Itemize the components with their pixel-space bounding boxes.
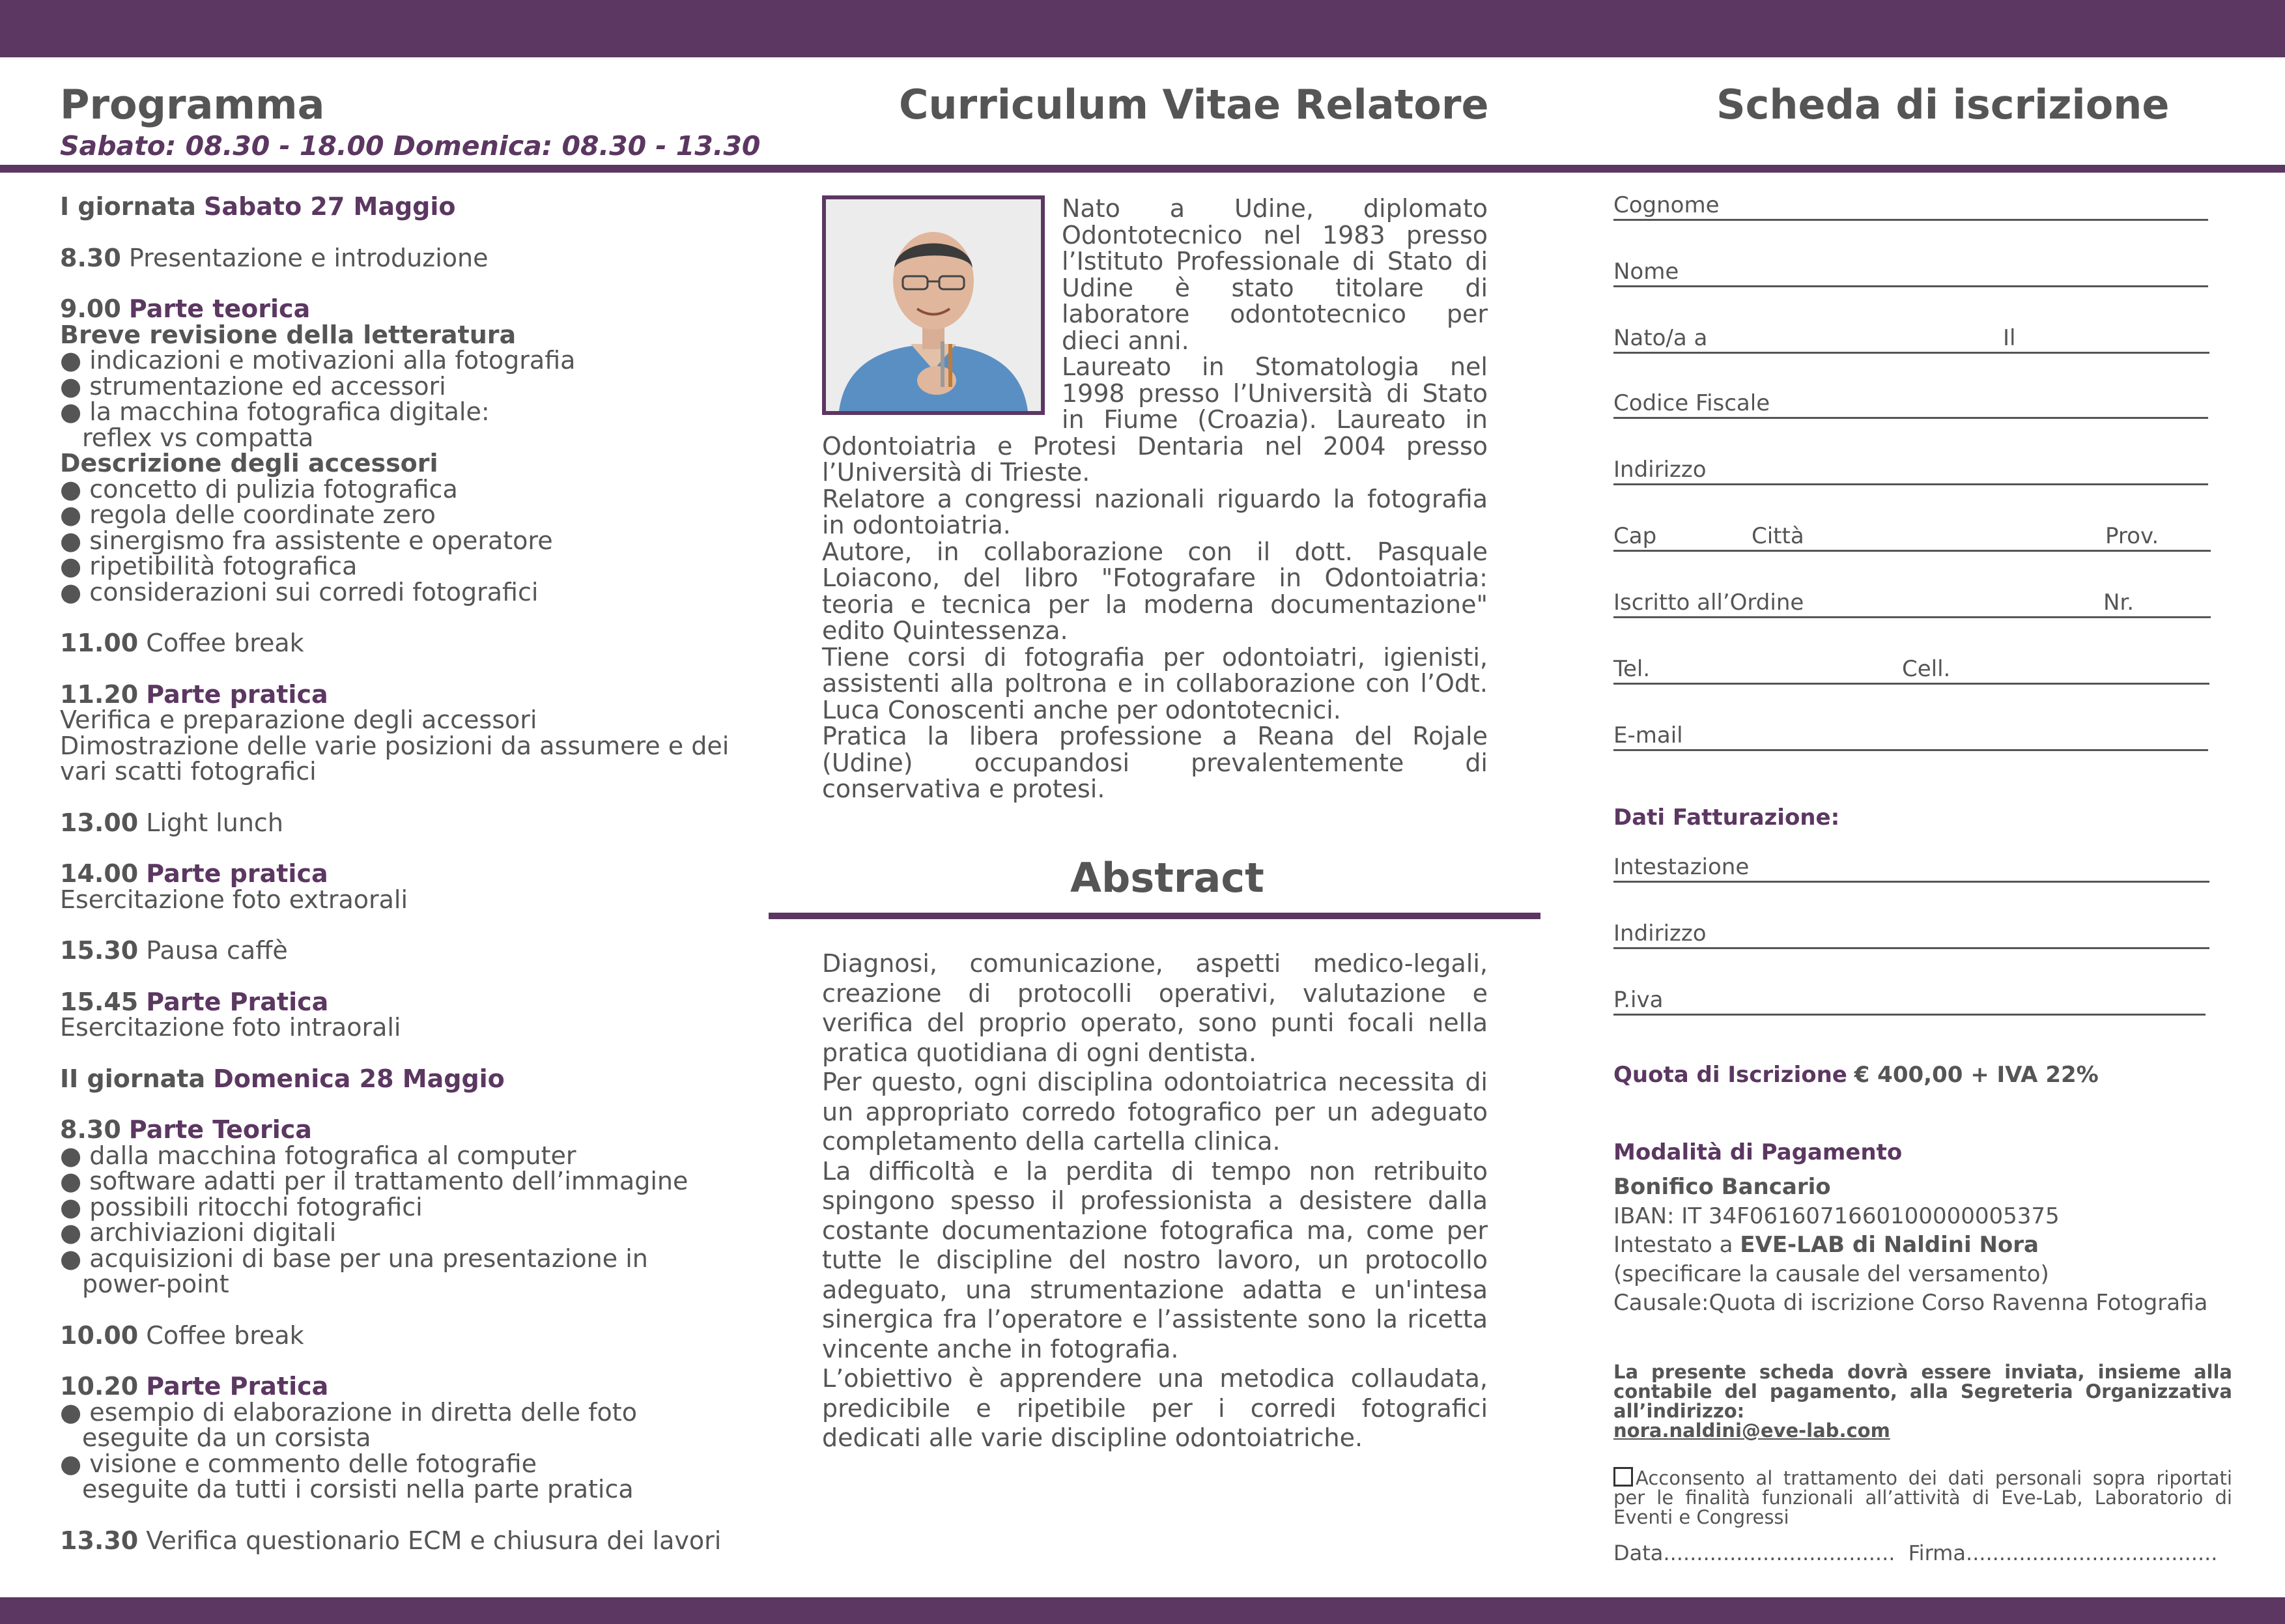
indirizzo-fatturazione-label: Indirizzo bbox=[1613, 920, 1707, 947]
consent-text: Acconsento al trattamento dei dati personali sopra riportati per le finalità funzionali all’attività di Eve-Lab, Laboratorio di Eventi e Congressi bbox=[1613, 1467, 2232, 1528]
specificare-text: (specificare la causale del versamento) bbox=[1613, 1261, 2049, 1287]
quota-line bbox=[1613, 1064, 2099, 1086]
nato-field[interactable] bbox=[1613, 326, 2209, 354]
list-item: ● esempio di elaborazione in diretta delle foto bbox=[60, 1397, 637, 1427]
cv-paragraph: Relatore a congressi nazionali riguardo la fotografia in odontoiatria. bbox=[822, 484, 1488, 539]
consent-block bbox=[1613, 1467, 2232, 1527]
list-item: ● indicazioni e motivazioni alla fotografia bbox=[60, 346, 576, 375]
tel-cell-field[interactable] bbox=[1613, 657, 2209, 685]
abstract-paragraph: La difficoltà e la perdita di tempo non retribuito spingono spesso il professionista a desistere dalla costante documentazione fotografica ma, come per tutte le discipline del nostro lavoro, un protocollo adeguato, una strumentazione adatta e un'intesa sinergica fra l’operatore e l’assistente sono la ricetta vincente anche in fotografia. bbox=[822, 1156, 1488, 1363]
bonifico-label: Bonifico Bancario bbox=[1613, 1174, 1831, 1200]
programma-title: Programma bbox=[60, 81, 325, 128]
iban-text: IBAN: IT 34F0616071660100000005375 bbox=[1613, 1203, 2060, 1229]
list-item: ● strumentazione ed accessori bbox=[60, 371, 446, 401]
list-item-continuation: eseguite da un corsista bbox=[82, 1423, 371, 1452]
consent-checkbox[interactable] bbox=[1613, 1467, 1633, 1487]
signature-line bbox=[1613, 1543, 2232, 1563]
session-item: 8.30 Parte Teorica ● dalla macchina fotografica al computer ● software adatti per il trattamento dell’immagine ● possibili ritocchi fotografici ● archiviazioni digitali ● acquisizioni di base per una presentazione in power-point bbox=[60, 1117, 776, 1298]
nome-label: Nome bbox=[1613, 259, 1679, 285]
nato-label: Nato/a a bbox=[1613, 325, 1708, 351]
programma-column bbox=[60, 194, 776, 1554]
scheda-title: Scheda di iscrizione bbox=[1716, 81, 2170, 128]
session-item: 10.00 Coffee break bbox=[60, 1320, 304, 1350]
session-item: 11.20 Parte pratica Verifica e preparazione degli accessori Dimostrazione delle varie posizioni da assumere e dei vari scatti fotografici bbox=[60, 679, 730, 786]
list-item: ● sinergismo fra assistente e operatore bbox=[60, 526, 553, 555]
submission-notice: La presente scheda dovrà essere inviata, insieme alla contabile del pagamento, alla Segreteria Organizzativa all’indirizzo: nora.naldini@eve-lab.com bbox=[1613, 1361, 2232, 1442]
il-label: Il bbox=[2003, 325, 2016, 351]
nr-label: Nr. bbox=[2103, 590, 2135, 616]
top-bar bbox=[0, 0, 2285, 57]
session-item: 9.00 Parte teorica Breve revisione della letteratura ● indicazioni e motivazioni alla fotografia ● strumentazione ed accessori ● la macchina fotografica digitale: reflex vs compatta Descrizione degli accessori ● concetto di pulizia fotografica ● regola delle coordinate zero ● sinergismo fra assistente e operatore ● ripetibilità fotografica ● considerazioni sui corredi fotografici bbox=[60, 296, 776, 605]
list-item-continuation: reflex vs compatta bbox=[82, 423, 314, 452]
list-item: ● la macchina fotografica digitale: bbox=[60, 397, 490, 426]
list-item-continuation: power-point bbox=[82, 1270, 229, 1298]
tel-label: Tel. bbox=[1613, 656, 1651, 682]
cap-citta-prov-field[interactable] bbox=[1613, 524, 2211, 552]
session-item: 10.20 Parte Pratica ● esempio di elaborazione in diretta delle foto eseguite da un corsista ● visione e commento delle fotografie eseguite da tutti i corsisti nella parte pratica bbox=[60, 1374, 776, 1503]
session-item: 11.00 Coffee break bbox=[60, 629, 304, 657]
programma-subtitle: Sabato: 08.30 - 18.00 Domenica: 08.30 - 13.30 bbox=[60, 130, 761, 162]
day1-heading: I giornata Sabato 27 Maggio bbox=[60, 192, 456, 221]
session-item: 13.30 Verifica questionario ECM e chiusura dei lavori bbox=[60, 1526, 722, 1555]
citta-label: Città bbox=[1752, 523, 1804, 549]
photo-spacer bbox=[822, 195, 1062, 427]
header-rule bbox=[0, 165, 2285, 173]
list-item: ● considerazioni sui corredi fotografici bbox=[60, 577, 539, 606]
pagamento-title: Modalità di Pagamento bbox=[1613, 1139, 1903, 1165]
cognome-label: Cognome bbox=[1613, 192, 1720, 218]
list-item: ● dalla macchina fotografica al computer bbox=[60, 1141, 576, 1170]
indirizzo-label: Indirizzo bbox=[1613, 457, 1707, 483]
ordine-label: Iscritto all’Ordine bbox=[1613, 590, 1804, 616]
abstract-rule bbox=[769, 913, 1540, 919]
cognome-field[interactable] bbox=[1613, 193, 2208, 221]
list-item: ● concetto di pulizia fotografica bbox=[60, 474, 458, 504]
cv-paragraph: Tiene corsi di fotografia per odontoiatri, igienisti, assistenti alla poltrona e in collaborazione con l’Odt. Luca Conoscenti anche per odontotecnici. bbox=[822, 642, 1488, 724]
list-item: ● possibili ritocchi fotografici bbox=[60, 1192, 423, 1221]
cv-text bbox=[822, 195, 1488, 803]
list-item: ● visione e commento delle fotografie bbox=[60, 1449, 537, 1478]
list-item: ● ripetibilità fotografica bbox=[60, 552, 358, 580]
list-item: ● archiviazioni digitali bbox=[60, 1218, 337, 1247]
session-item: 15.45 Parte Pratica Esercitazione foto intraorali bbox=[60, 987, 401, 1042]
data-field[interactable]: Data................................... bbox=[1613, 1541, 1895, 1565]
list-item: ● acquisizioni di base per una presentazione in bbox=[60, 1244, 648, 1273]
list-item: ● regola delle coordinate zero bbox=[60, 500, 436, 529]
piva-field[interactable] bbox=[1613, 988, 2206, 1016]
list-item: ● software adatti per il trattamento dell’immagine bbox=[60, 1167, 688, 1195]
codice-fiscale-label: Codice Fiscale bbox=[1613, 390, 1770, 416]
indirizzo-field[interactable] bbox=[1613, 457, 2208, 485]
cv-paragraph: Nato a Udine, diplomato Odontotecnico nel 1983 presso l’Istituto Professionale di Stato di Udine è stato titolare di laboratore odontotecnico per dieci anni. bbox=[1062, 194, 1488, 355]
abstract-text bbox=[822, 949, 1488, 1453]
email-label: E-mail bbox=[1613, 722, 1683, 748]
session-item: 8.30 Presentazione e introduzione bbox=[60, 243, 489, 272]
day2-heading: II giornata Domenica 28 Maggio bbox=[60, 1064, 505, 1093]
codice-fiscale-field[interactable] bbox=[1613, 391, 2208, 419]
cap-label: Cap bbox=[1613, 523, 1657, 549]
cv-paragraph: Autore, in collaborazione con il dott. Pasquale Loiacono, del libro "Fotografare in Odontoiatria: teoria e tecnica per la moderna documentazione" edito Quintessenza. bbox=[822, 537, 1488, 645]
abstract-title: Abstract bbox=[1070, 854, 1264, 902]
abstract-paragraph: Per questo, ogni disciplina odontoiatrica necessita di un appropriato corredo fotografico per un adeguato completamento della cartella clinica. bbox=[822, 1068, 1488, 1156]
intestazione-field[interactable] bbox=[1613, 855, 2209, 883]
notice-email-link[interactable]: nora.naldini@eve-lab.com bbox=[1613, 1419, 1890, 1442]
intestazione-label: Intestazione bbox=[1613, 854, 1750, 880]
cv-title: Curriculum Vitae Relatore bbox=[899, 81, 1489, 128]
piva-label: P.iva bbox=[1613, 987, 1664, 1013]
payment-details bbox=[1613, 1173, 2239, 1318]
email-field[interactable] bbox=[1613, 723, 2208, 751]
quota-value: € 400,00 + IVA 22% bbox=[1854, 1062, 2099, 1088]
nome-field[interactable] bbox=[1613, 259, 2208, 287]
cv-paragraph: Laureato in Stomatologia nel 1998 presso l’Università di Stato in Fiume (Croazia). Laureato in Odontoiatria e Protesi Dentaria nel 2004 presso l’Università di Trieste. bbox=[822, 352, 1488, 487]
cell-label: Cell. bbox=[1902, 656, 1951, 682]
fatturazione-title: Dati Fatturazione: bbox=[1613, 805, 1840, 831]
abstract-paragraph: Diagnosi, comunicazione, aspetti medico-legali, creazione di protocolli operativi, valutazione e verifica del proprio operato, sono punti focali nella pratica quotidiana di ogni dentista. bbox=[822, 949, 1488, 1067]
quota-label: Quota di Iscrizione bbox=[1613, 1062, 1847, 1088]
session-item: 14.00 Parte pratica Esercitazione foto extraorali bbox=[60, 859, 408, 914]
prov-label: Prov. bbox=[2105, 523, 2159, 549]
cv-paragraph: Pratica la libera professione a Reana del Rojale (Udine) occupandosi prevalentemente di conservativa e protesi. bbox=[822, 722, 1488, 803]
bottom-bar bbox=[0, 1597, 2285, 1624]
intestato-line: Intestato a EVE-LAB di Naldini Nora bbox=[1613, 1232, 2039, 1258]
indirizzo-fatturazione-field[interactable] bbox=[1613, 921, 2209, 949]
list-item-continuation: eseguite da tutti i corsisti nella parte pratica bbox=[82, 1475, 634, 1503]
causale-text: Causale:Quota di iscrizione Corso Ravenna Fotografia bbox=[1613, 1290, 2208, 1316]
firma-field[interactable]: Firma...................................... bbox=[1908, 1541, 2218, 1565]
ordine-field[interactable] bbox=[1613, 590, 2211, 618]
session-item: 13.00 Light lunch bbox=[60, 808, 283, 837]
abstract-paragraph: L’obiettivo è apprendere una metodica collaudata, predicibile e ripetibile per i corredi fotografici dedicati alle varie discipline odontoiatriche. bbox=[822, 1364, 1488, 1452]
session-item: 15.30 Pausa caffè bbox=[60, 936, 288, 965]
